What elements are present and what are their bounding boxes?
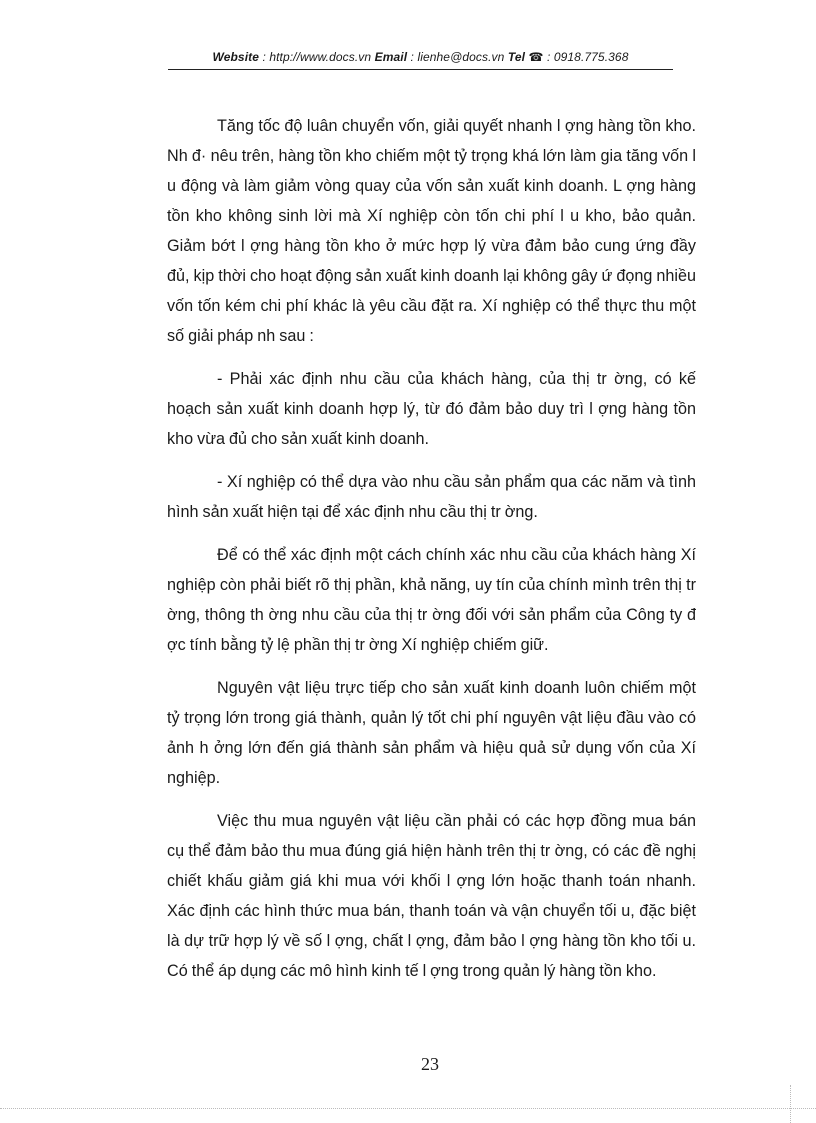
- tel-number: 0918.775.368: [553, 50, 629, 64]
- website-url[interactable]: http://www.docs.vn: [269, 50, 372, 64]
- paragraph: Nguyên vật liệu trực tiếp cho sản xuất kinh doanh luôn chiếm một tỷ trọng lớn trong giá thành, quản lý tốt chi phí nguyên vật liệu đầu vào có ảnh h ởng lớn đến giá thành sản phẩm và hiệu quả sử dụng vốn của Xí nghiệp.: [167, 679, 696, 787]
- paragraph: Để có thể xác định một cách chính xác nhu cầu của khách hàng Xí nghiệp còn phải biết rõ thị phần, khả năng, uy tín của chính mình trên thị tr ờng, thông th ờng nhu cầu của thị tr ờng đối với sản phẩm của Công ty đ ợc tính bằng tỷ lệ phần thị tr ờng Xí nghiệp chiếm giữ.: [167, 546, 696, 654]
- page-number: 23: [421, 1054, 439, 1074]
- paragraph: Việc thu mua nguyên vật liệu cần phải có các hợp đồng mua bán cụ thể đảm bảo thu mua đúng giá hiện hành trên thị tr ờng, có các đề nghị chiết khấu giảm giá khi mua với khối l ợng lớn hoặc thanh toán nhanh. Xác định các hình thức mua bán, thanh toán và vận chuyển tối u, đặc biệt là dự trữ hợp lý về số l ợng, chất l ợng, đảm bảo l ợng hàng tồn kho tối u. Có thể áp dụng các mô hình kinh tế l ợng trong quản lý hàng tồn kho.: [167, 812, 696, 980]
- tel-label: Tel: [507, 50, 526, 64]
- phone-icon: ☎: [528, 50, 544, 64]
- body-text: [167, 111, 696, 999]
- website-separator: :: [259, 50, 270, 64]
- tel-separator: :: [543, 50, 554, 64]
- website-label: Website: [212, 50, 260, 64]
- paragraph: - Phải xác định nhu cầu của khách hàng, của thị tr ờng, có kế hoạch sản xuất kinh doanh hợp lý, từ đó đảm bảo duy trì l ợng hàng tồn kho vừa đủ cho sản xuất kinh doanh.: [167, 370, 696, 448]
- page-header: [168, 50, 673, 64]
- footer-divider: [0, 1108, 816, 1109]
- email-separator: :: [407, 50, 418, 64]
- corner-divider: [790, 1085, 791, 1123]
- email-address[interactable]: lienhe@docs.vn: [417, 50, 505, 64]
- email-label: Email: [374, 50, 408, 64]
- paragraph: Tăng tốc độ luân chuyển vốn, giải quyết nhanh l ợng hàng tồn kho. Nh đ· nêu trên, hàng tồn kho chiếm một tỷ trọng khá lớn làm gia tăng vốn l u động và làm giảm vòng quay của vốn sản xuất kinh doanh. L ợng hàng tồn kho không sinh lời mà Xí nghiệp còn tốn chi phí l u kho, bảo quản. Giảm bớt l ợng hàng tồn kho ở mức hợp lý vừa đảm bảo cung ứng đầy đủ, kịp thời cho hoạt động sản xuất kinh doanh lại không gây ứ đọng nhiều vốn tốn kém chi phí khác là yêu cầu đặt ra. Xí nghiệp có thể thực thu một số giải pháp nh sau :: [167, 117, 696, 345]
- header-divider: [168, 69, 673, 70]
- paragraph: - Xí nghiệp có thể dựa vào nhu cầu sản phẩm qua các năm và tình hình sản xuất hiện tại để xác định nhu cầu thị tr ờng.: [167, 473, 696, 521]
